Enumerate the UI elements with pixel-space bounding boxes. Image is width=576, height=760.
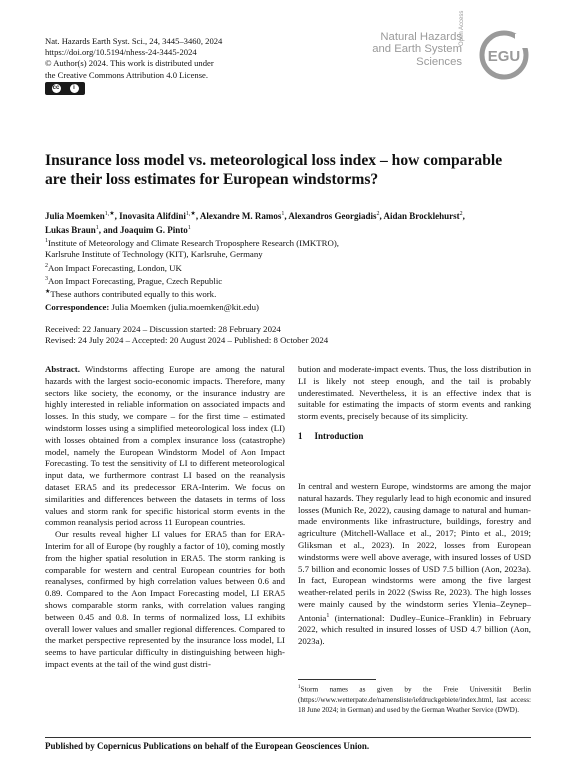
egu-logo-text: EGU <box>487 48 521 65</box>
author-line-1 <box>45 208 525 222</box>
attribution-icon: i <box>70 84 79 93</box>
author-separator: , <box>462 211 465 221</box>
author-list <box>45 208 525 236</box>
cc-icon: cc <box>52 85 60 91</box>
author-name: Alexandre M. Ramos <box>199 211 282 221</box>
footer-divider <box>45 737 531 738</box>
author-affiliation-marker: 1 <box>187 225 191 231</box>
author-affiliation-marker: 1 <box>281 211 285 217</box>
journal-name-line3: Sciences <box>416 55 462 68</box>
egu-logo <box>477 30 533 84</box>
abstract <box>45 364 285 671</box>
affiliation-text: Aon Impact Forecasting, London, UK <box>48 262 182 273</box>
introduction-paragraph: In central and western Europe, windstorms are among the major natural hazards. They regularly lead to high economic and insured losses (Munich Re, 2022), causing damage to natural and human-made environments like infrastructure, buildings, forestry and agriculture (Mitchell-Wallace et al., 2017; Pinto et al., 2019; Gliksman et al., 2023). In 2022, losses from European windstorms were well above average, with insured losses of USD 5.7 billion and economic losses of USD 7.5 billion (Aon, 2023a). In fact, European windstorms were among the five largest weather-related perils in 2022 (Swiss Re, 2023). The high losses were mainly caused by the windstorm series Ylenia–Zeynep–Antonia$^1$ (international: Dudley–Eunice–Franklin) in February 2022, which resulted in insured losses of USD 4.7 billion (Aon, 2023a). <box>298 481 531 647</box>
abstract-paragraph-2: Our results reveal higher LI values for ERA5 than for ERA-Interim for all of Europe (by roughly a factor of 10), coming mostly from the higher spatial resolution in ERA5. The storm ranking is comparable for western and central European countries for both reanalyses, confirmed by high correlation values between 0.6 and 0.89. Compared to the Aon Impact Forecasting model, LI ERA5 shows comparable storm ranks, with correlation values ranging between 0.45 and 0.8. In terms of normalized loss, LI exhibits overall lower values and smaller regional differences. Compared to the market perspective represented by the insurance loss model, LI seems to have particular difficulty in distinguishing between high-impact events at the tail of the wind gust distri- <box>45 529 285 669</box>
correspondence-email[interactable]: Julia Moemken (julia.moemken@kit.edu) <box>109 302 259 312</box>
author-affiliation-marker: 1,★ <box>104 211 115 217</box>
affiliation-text: These authors contributed equally to this work. <box>50 288 217 299</box>
abstract-continuation: bution and moderate-impact events. Thus, the loss distribution in LI is likely not steep enough, and the tail is probably underestimated. Nevertheless, it is an effective index that is suitable for estimating the impacts of storm events and ranking storm events, precisely because of its simplicity. <box>298 364 531 422</box>
affiliations <box>45 236 465 300</box>
author-separator: , <box>195 211 200 221</box>
section-number: 1 <box>298 431 303 441</box>
cc-by-license-icon[interactable] <box>45 82 85 95</box>
author-name: Inovasita Alifdini <box>119 211 186 221</box>
affiliation-line <box>45 261 465 274</box>
publisher-footer: Published by Copernicus Publications on behalf of the European Geosciences Union. <box>45 741 370 751</box>
abstract-paragraph-1: Abstract. Windstorms affecting Europe are among the natural hazards with the largest socio-economic impacts. Therefore, many sectors like society, the economy, or the insurance industry are highly interested in reliable information on associated impacts and losses. In this study, we compare – for the first time – estimated windstorm losses using a simplified meteorological loss index (LI) with losses obtained from a complex insurance loss (catastrophe) model, namely the European Windstorm Model of Aon Impact Forecasting. To test the sensitivity of LI to different meteorological input data, we furthermore contrast LI based on the reanalysis dataset ERA5 and its predecessor ERA-Interim. We focus on similarities and differences between the datasets in terms of loss values and storm rank for specific historical storm events in the common reanalysis period across 11 European countries. <box>45 364 285 528</box>
correspondence <box>45 302 259 312</box>
affiliation-text: Institute of Meteorology and Climate Research Troposphere Research (IMKTRO), <box>48 237 339 248</box>
affiliation-line <box>45 249 465 260</box>
journal-name <box>345 31 462 68</box>
affiliation-line <box>45 274 465 287</box>
open-access-label: Open Access <box>459 10 465 46</box>
paper-title: Insurance loss model vs. meteorological loss index – how comparable are their loss estimates for European windstorms? <box>45 152 503 188</box>
affiliation-line <box>45 287 465 300</box>
affiliation-line <box>45 236 465 249</box>
license-line: the Creative Commons Attribution 4.0 License. <box>45 69 209 80</box>
author-separator: , <box>379 211 384 221</box>
footnote-ref[interactable]: 1 <box>326 612 330 619</box>
revised-line: Revised: 24 July 2024 – Accepted: 20 August 2024 – Published: 8 October 2024 <box>45 335 329 346</box>
author-name: Joaquim G. Pinto <box>120 225 188 235</box>
author-name: Julia Moemken <box>45 211 105 221</box>
author-affiliation-marker: 1 <box>95 225 99 231</box>
journal-citation-block <box>45 36 285 81</box>
doi-link[interactable]: https://doi.org/10.5194/nhess-24-3445-2024 <box>45 47 197 58</box>
received-line: Received: 22 January 2024 – Discussion started: 28 February 2024 <box>45 324 281 334</box>
author-separator: , and <box>98 225 121 235</box>
author-affiliation-marker: 2 <box>376 211 380 217</box>
section-title: Introduction <box>314 431 364 441</box>
publication-dates <box>45 324 328 347</box>
citation: Nat. Hazards Earth Syst. Sci., 24, 3445–3460, 2024 <box>45 36 223 46</box>
author-name: Alexandros Georgiadis <box>288 211 377 221</box>
author-separator: , <box>114 211 120 221</box>
author-separator: , <box>284 211 289 221</box>
author-name: Lukas Braun <box>45 225 96 235</box>
footnote <box>298 683 531 716</box>
journal-name-line2: and Earth System <box>372 43 462 56</box>
footnote-divider <box>298 679 376 680</box>
author-line-2 <box>45 222 525 236</box>
correspondence-label: Correspondence: <box>45 302 110 312</box>
abstract-label: Abstract. <box>45 364 80 374</box>
affiliation-marker: 3 <box>45 275 48 282</box>
copyright-line: © Author(s) 2024. This work is distributed under <box>45 58 214 69</box>
affiliation-marker: ★ <box>45 288 51 295</box>
footnote-text: Storm names as given by the Freie Universität Berlin (https://www.wetterpate.de/namensliste/iefdruckgebiete/index.html, last access: 18 June 2024; in German) and used by the German Weather Service (DWD). <box>298 685 531 715</box>
journal-name-line1: Natural Hazards <box>380 31 462 43</box>
affiliation-text: Aon Impact Forecasting, Prague, Czech Republic <box>48 275 223 286</box>
affiliation-text: Karlsruhe Institute of Technology (KIT), Karlsruhe, Germany <box>45 249 263 260</box>
footnote-number: 1 <box>298 685 301 690</box>
section-heading-introduction <box>298 431 375 441</box>
author-name: Aidan Brocklehurst <box>383 211 460 221</box>
author-affiliation-marker: 2 <box>459 211 463 217</box>
affiliation-marker: 1 <box>45 238 48 244</box>
affiliation-marker: 2 <box>45 262 48 269</box>
author-affiliation-marker: 1,★ <box>185 211 196 217</box>
